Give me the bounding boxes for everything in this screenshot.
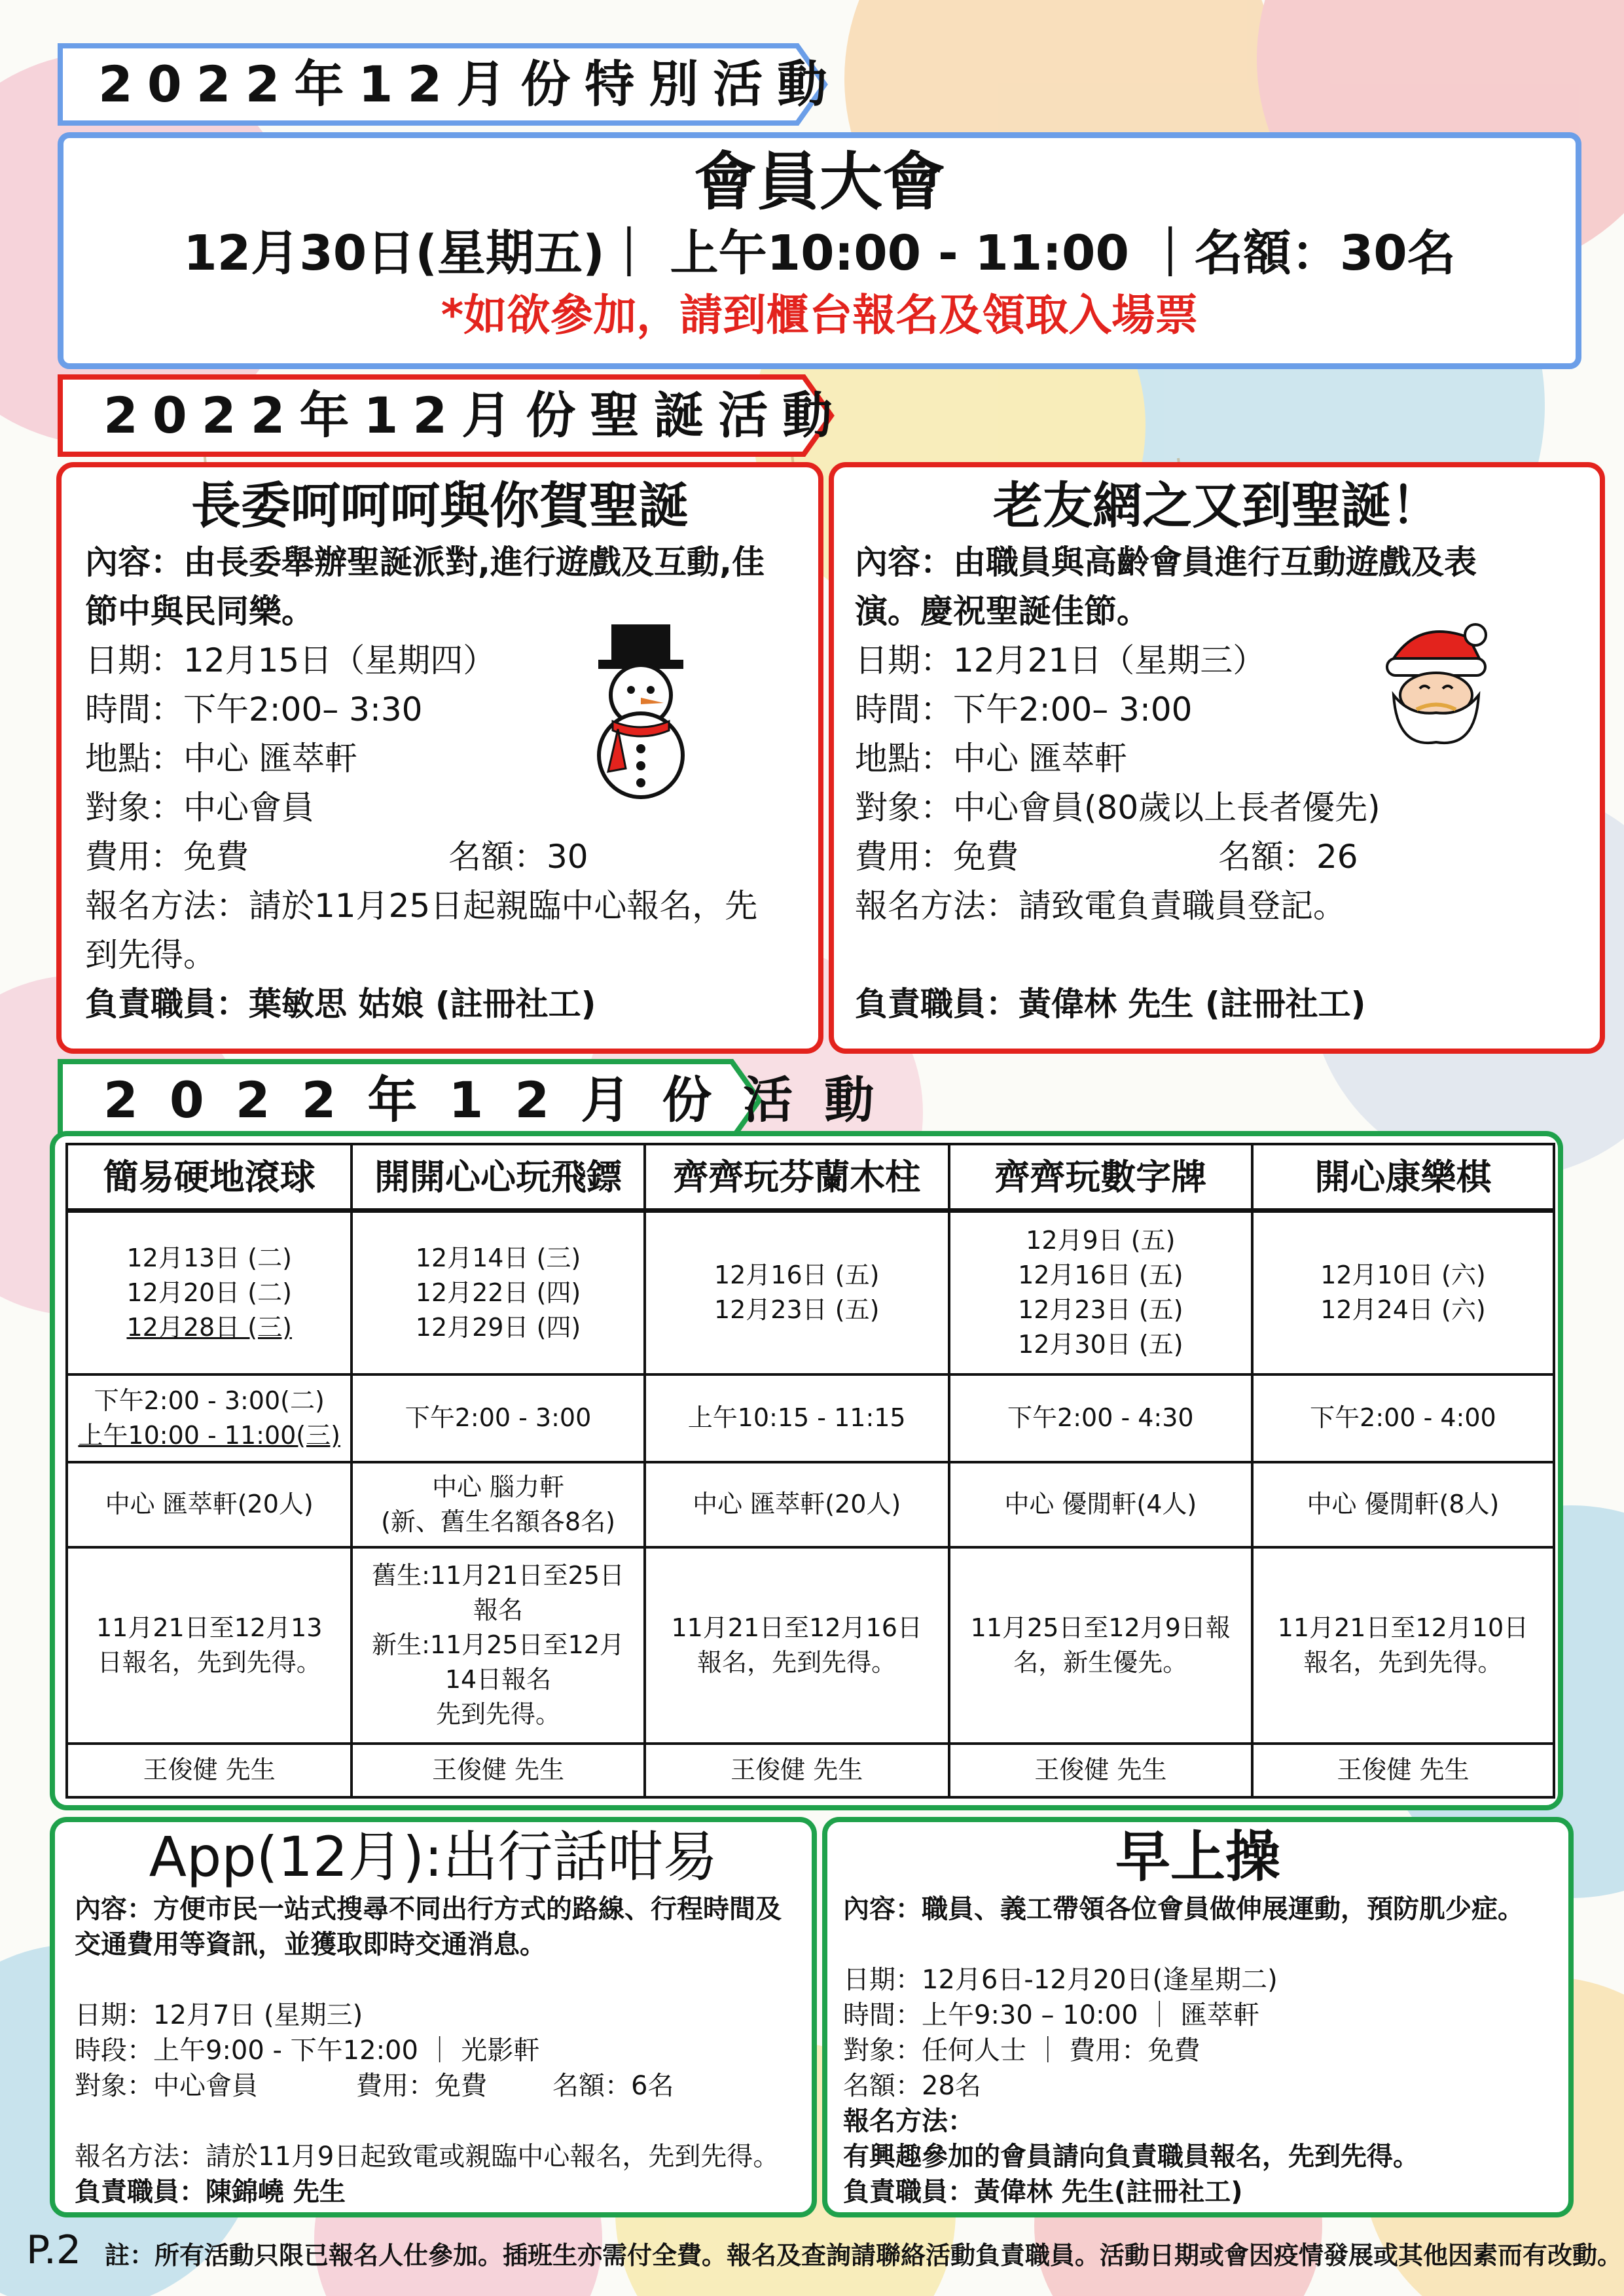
activity-header: 齊齊玩芬蘭木柱 (645, 1144, 949, 1211)
activity-header: 齊齊玩數字牌 (949, 1144, 1252, 1211)
page-number: P.2 (26, 2227, 82, 2273)
morning-exercise-card (822, 1817, 1574, 2217)
quota-text: 名額：28名 (843, 2071, 981, 2101)
dates-cell (352, 1211, 644, 1374)
activity-header: 簡易硬地滾球 (67, 1144, 352, 1211)
place-text: 地點：中心 匯萃軒 (855, 740, 1127, 778)
venue-cell: 中心 匯萃軒(20人) (645, 1462, 949, 1547)
staff-cell: 王俊健 先生 (949, 1744, 1252, 1797)
fee-quota-row (85, 833, 818, 882)
date-line: 12月24日 (六) (1320, 1295, 1486, 1325)
date-line: 12月22日 (四) (415, 1278, 581, 1307)
venue-cell: 中心 匯萃軒(20人) (67, 1462, 352, 1547)
blank-line (843, 1927, 1568, 1962)
activities-table (65, 1143, 1555, 1799)
signup-line: 先到先得。 (435, 1700, 560, 1729)
fee-text: 費用：免費 (855, 838, 1019, 876)
signup-line: 14日報名 (444, 1665, 552, 1694)
staff-cell: 王俊健 先生 (1252, 1744, 1554, 1797)
signup-text: 有興趣參加的會員請向負責職員報名，先到先得。 (843, 2142, 1419, 2172)
dates-cell (645, 1211, 949, 1374)
date-line: 12月10日 (六) (1320, 1261, 1486, 1290)
signup-line: 名，新生優先。 (1013, 1647, 1188, 1677)
venue-cell: 中心 優閒軒(4人) (949, 1462, 1252, 1547)
content-line: 內容：由職員與高齡會員進行互動遊戲及表 (855, 543, 1477, 581)
signup-text: 報名方法：請致電負責職員登記。 (855, 887, 1346, 925)
date-line: 12月20日 (二) (126, 1278, 292, 1307)
date-line: 12月23日 (五) (713, 1295, 880, 1325)
signup-text: 到先得。 (85, 936, 216, 974)
card-title: App(12月):出行話咁易 (149, 1825, 718, 1889)
table-row-dates (67, 1211, 1554, 1374)
card-title: 早上操 (1115, 1825, 1280, 1889)
signup-cell (1252, 1547, 1554, 1744)
date-line: 12月13日 (二) (126, 1243, 292, 1272)
card-title: 老友網之又到聖誕！ (993, 476, 1441, 535)
footer-note: 註：所有活動只限已報名人仕參加。插班生亦需付全費。報名及查詢請聯絡活動負責職員。活動日期或會因疫情發展或其他因素而有改動。 (105, 2241, 1623, 2270)
target-text: 對象：中心會員 (75, 2071, 258, 2101)
target-fee-quota-row (75, 2068, 812, 2104)
staff-text: 負責職員：葉敏思 姑娘 (註冊社工) (85, 985, 596, 1023)
content-line: 交通費用等資訊，並獲取即時交通消息。 (75, 1929, 546, 1960)
date-line: 12月16日 (五) (1018, 1261, 1183, 1290)
signup-line: 新生:11月25日至12月 (372, 1630, 624, 1659)
date-line: 12月9日 (五) (1026, 1226, 1176, 1255)
staff-text: 負責職員：黃偉林 先生(註冊社工) (843, 2177, 1243, 2207)
date-text: 日期：12月15日（星期四） (85, 641, 496, 679)
target-text: 對象：中心會員(80歲以上長者優先) (855, 789, 1380, 827)
signup-text: 報名方法：請於11月25日起親臨中心報名，先 (85, 887, 758, 925)
activity-header: 開心康樂棋 (1252, 1144, 1554, 1211)
dates-cell (1252, 1211, 1554, 1374)
dates-cell (67, 1211, 352, 1374)
signup-cell (67, 1547, 352, 1744)
blank-line (75, 2104, 812, 2139)
signup-label: 報名方法： (843, 2106, 974, 2136)
staff-cell: 王俊健 先生 (352, 1744, 644, 1797)
date-line: 12月28日 (三) (126, 1312, 292, 1342)
table-row-staff (67, 1744, 1554, 1797)
content-line: 內容：職員、義工帶領各位會員做伸展運動，預防肌少症。 (843, 1894, 1524, 1924)
venue-line: 中心 腦力軒 (431, 1472, 565, 1501)
time-line: 下午2:00 - 3:00(二) (94, 1386, 325, 1415)
table-header-row (67, 1144, 1554, 1211)
time-cell (67, 1374, 352, 1462)
dates-cell (949, 1211, 1252, 1374)
christmas-party-card (56, 462, 823, 1054)
app-transport-card (50, 1817, 817, 2217)
agm-card (58, 132, 1581, 369)
date-line: 12月29日 (四) (415, 1312, 581, 1342)
signup-line: 報名，先到先得。 (1303, 1647, 1503, 1677)
signup-line: 11月21日至12月13 (96, 1613, 323, 1642)
banner-title: 2022年12月份特別活動 (98, 55, 842, 113)
staff-cell: 王俊健 先生 (67, 1744, 352, 1797)
date-text: 日期：12月21日（星期三） (855, 641, 1266, 679)
time-cell: 下午2:00 - 3:00 (352, 1374, 644, 1462)
signup-line: 報名 (473, 1596, 523, 1624)
time-cell: 下午2:00 - 4:30 (949, 1374, 1252, 1462)
table-row-signup (67, 1547, 1554, 1744)
signup-line: 舊生:11月21日至25日 (372, 1561, 624, 1590)
target-fee-text: 對象：任何人士 ｜ 費用：免費 (843, 2036, 1200, 2066)
activity-header: 開開心心玩飛鏢 (352, 1144, 644, 1211)
banner-title: 2022年12月份活動 (103, 1071, 906, 1129)
time-text: 時間：下午2:00– 3:00 (855, 691, 1193, 728)
blank-line (855, 931, 1600, 980)
card-title: 長委呵呵呵與你賀聖誕 (191, 476, 689, 535)
venue-cell: 中心 優閒軒(8人) (1252, 1462, 1554, 1547)
content-line: 節中與民同樂。 (85, 592, 314, 630)
quota-text: 名額：30 (448, 838, 588, 876)
banner-title: 2022年12月份聖誕活動 (103, 386, 847, 444)
staff-cell: 王俊健 先生 (645, 1744, 949, 1797)
signup-cell (949, 1547, 1252, 1744)
place-text: 地點：中心 匯萃軒 (85, 740, 357, 778)
quota-text: 名額：26 (1218, 838, 1358, 876)
agm-details: 12月30日(星期五)｜ 上午10:00 - 11:00 ｜名額：30名 (183, 225, 1456, 281)
date-line: 12月23日 (五) (1018, 1295, 1183, 1325)
signup-line: 11月21日至12月10日 (1277, 1613, 1529, 1642)
date-text: 日期：12月6日-12月20日(逢星期二) (843, 1965, 1278, 1995)
fee-text: 費用：免費 (85, 838, 249, 876)
blank-line (75, 1962, 812, 1998)
table-row-times (67, 1374, 1554, 1462)
staff-text: 負責職員：黃偉林 先生 (註冊社工) (855, 985, 1366, 1023)
signup-cell (645, 1547, 949, 1744)
period-text: 時段：上午9:00 - 下午12:00 ｜ 光影軒 (75, 2036, 540, 2066)
date-line: 12月16日 (五) (713, 1261, 880, 1290)
time-text: 時間：下午2:00– 3:30 (85, 691, 423, 728)
banner-special-activities (58, 43, 842, 126)
signup-line: 日報名，先到先得。 (97, 1647, 321, 1677)
venue-line: (新、舊生名額各8名) (381, 1507, 615, 1536)
fee-quota-row (855, 833, 1600, 882)
date-text: 日期：12月7日 (星期三) (75, 2000, 363, 2030)
content-line: 內容：方便市民一站式搜尋不同出行方式的路線、行程時間及 (75, 1894, 782, 1924)
time-text: 時間：上午9:30 – 10:00 ｜ 匯萃軒 (843, 2000, 1259, 2030)
quota-text: 名額：6名 (552, 2071, 674, 2101)
staff-text: 負責職員：陳錦嶢 先生 (75, 2177, 346, 2207)
time-cell: 上午10:15 - 11:15 (645, 1374, 949, 1462)
table-row-venues (67, 1462, 1554, 1547)
target-text: 對象：中心會員 (85, 789, 314, 827)
content-line: 演。慶祝聖誕佳節。 (855, 592, 1149, 630)
fee-text: 費用：免費 (356, 2071, 487, 2101)
agm-title: 會員大會 (694, 145, 945, 219)
banner-christmas-activities (58, 374, 847, 457)
time-cell: 下午2:00 - 4:00 (1252, 1374, 1554, 1462)
time-line: 上午10:00 - 11:00(三) (78, 1420, 340, 1450)
venue-cell (352, 1462, 644, 1547)
date-line: 12月30日 (五) (1018, 1330, 1183, 1359)
agm-note: *如欲參加，請到櫃台報名及領取入場票 (441, 290, 1199, 340)
date-line: 12月14日 (三) (415, 1243, 581, 1272)
signup-text: 報名方法：請於11月9日起致電或親臨中心報名，先到先得。 (75, 2142, 780, 2172)
content-line: 內容：由長委舉辦聖誕派對,進行遊戲及互動,佳 (85, 543, 765, 581)
banner-monthly-activities (58, 1059, 906, 1141)
old-friends-christmas-card (829, 462, 1605, 1054)
signup-line: 11月21日至12月16日 (671, 1613, 922, 1642)
santa-icon (1371, 618, 1502, 749)
snowman-icon (579, 618, 710, 801)
signup-line: 11月25日至12月9日報 (970, 1613, 1231, 1642)
signup-cell (352, 1547, 644, 1744)
signup-line: 報名，先到先得。 (697, 1647, 897, 1677)
